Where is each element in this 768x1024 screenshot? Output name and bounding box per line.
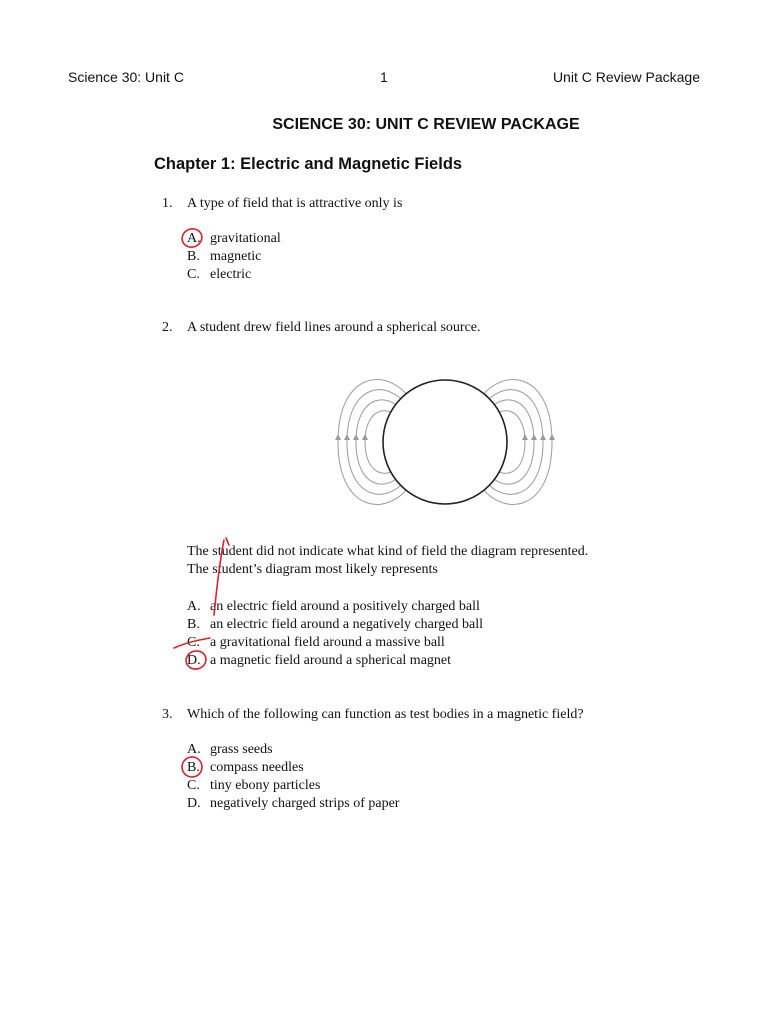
option-text: an electric field around a negatively charged ball [210, 617, 483, 632]
page-number: 1 [380, 69, 388, 85]
document-title: SCIENCE 30: UNIT C REVIEW PACKAGE [272, 116, 580, 133]
followup-line: The student’s diagram most likely represents [187, 562, 438, 577]
arrow-head [353, 434, 359, 440]
option-letter: B. [187, 249, 200, 264]
question-stem: A student drew field lines around a spherical source. [187, 320, 481, 335]
question-number: 1. [162, 196, 173, 211]
option-letter: B. [187, 760, 200, 775]
option-letter: D. [187, 796, 201, 811]
question-number: 3. [162, 707, 173, 722]
option-letter: D. [187, 653, 201, 668]
option-letter: A. [187, 599, 201, 614]
option-letter: C. [187, 635, 200, 650]
option-letter: A. [187, 231, 201, 246]
arrow-head [362, 434, 368, 440]
question-number: 2. [162, 320, 173, 335]
option-letter: C. [187, 778, 200, 793]
arrow-head [522, 434, 528, 440]
spherical-source [383, 380, 507, 504]
option-text: compass needles [210, 760, 304, 775]
arrow-head [540, 434, 546, 440]
option-text: tiny ebony particles [210, 778, 321, 793]
option-letter: A. [187, 742, 201, 757]
arrow-head [335, 434, 341, 440]
header-left: Science 30: Unit C [68, 69, 184, 85]
followup-line: The student did not indicate what kind of field the diagram represented. [187, 544, 589, 559]
arrow-head [549, 434, 555, 440]
question-2-followup [187, 543, 588, 579]
header-right: Unit C Review Package [552, 69, 700, 85]
option-text: a magnetic field around a spherical magnet [210, 653, 452, 668]
chapter-title: Chapter 1: Electric and Magnetic Fields [154, 155, 463, 173]
arrow-head [531, 434, 537, 440]
option-text: an electric field around a positively charged ball [210, 599, 480, 614]
option-letter: C. [187, 267, 200, 282]
arrow-head [344, 434, 350, 440]
question-stem: A type of field that is attractive only is [187, 196, 403, 211]
option-text: grass seeds [210, 742, 273, 757]
option-letter: B. [187, 617, 200, 632]
option-text: negatively charged strips of paper [210, 796, 400, 811]
option-text: a gravitational field around a massive ball [210, 635, 445, 650]
option-text: magnetic [210, 249, 262, 264]
question-stem: Which of the following can function as test bodies in a magnetic field? [187, 707, 584, 722]
field-lines-diagram [330, 355, 560, 530]
option-text: electric [210, 267, 252, 282]
option-text: gravitational [210, 231, 281, 246]
